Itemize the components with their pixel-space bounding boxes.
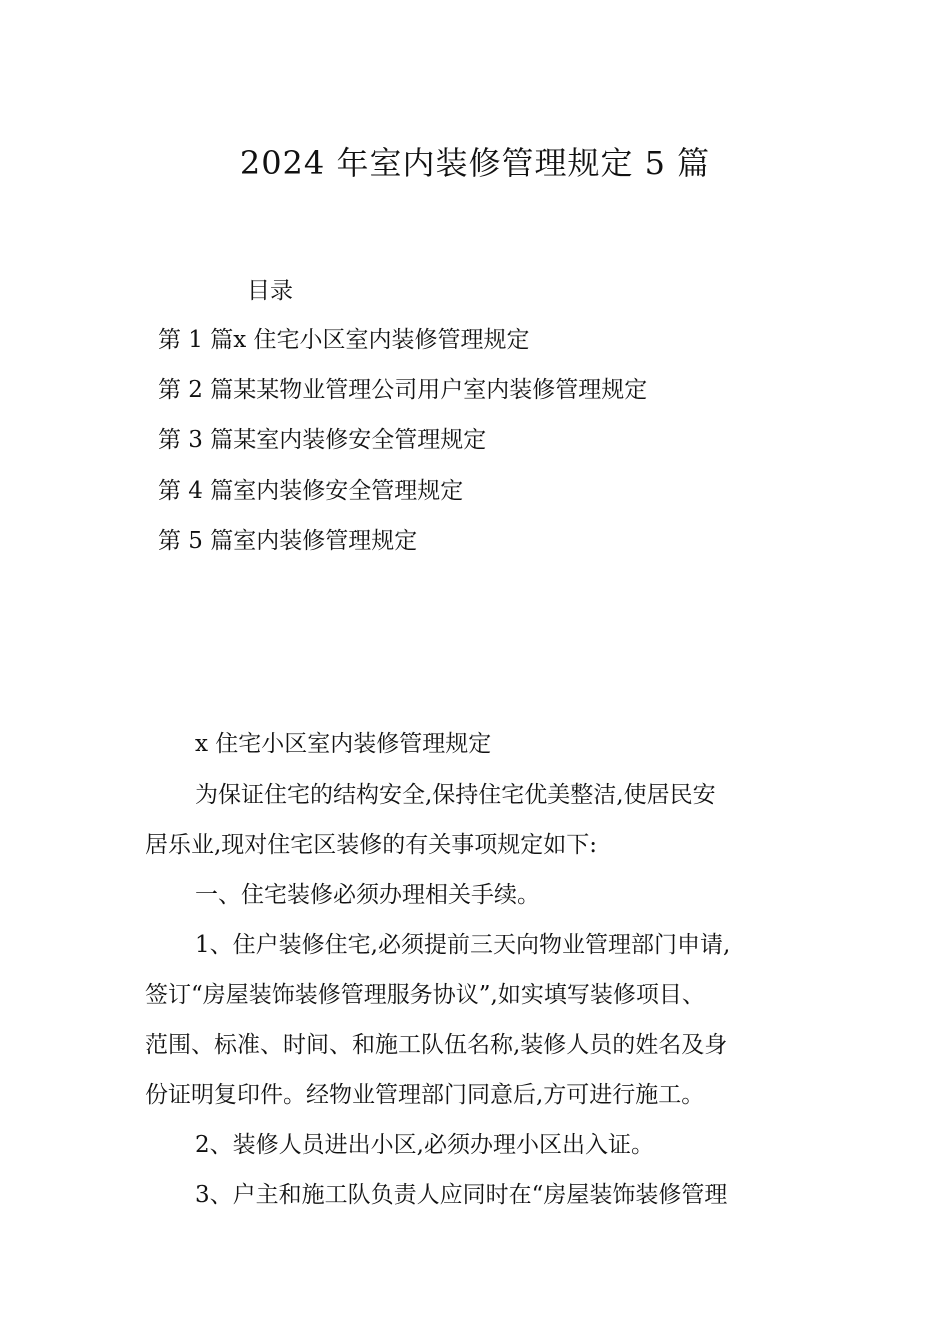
paragraph-line: 份证明复印件。经物业管理部门同意后,方可进行施工。 xyxy=(145,1082,705,1108)
toc-item-5: 第 5 篇室内装修管理规定 xyxy=(158,528,418,554)
paragraph-line: 居乐业,现对住宅区装修的有关事项规定如下: xyxy=(145,832,598,858)
toc-item-3: 第 3 篇某室内装修安全管理规定 xyxy=(158,427,487,453)
paragraph-line: 范围、标准、时间、和施工队伍名称,装修人员的姓名及身 xyxy=(145,1032,728,1058)
paragraph-line: 为保证住宅的结构安全,保持住宅优美整洁,使居民安 xyxy=(195,782,716,808)
toc-heading: 目录 xyxy=(247,278,293,304)
paragraph-line: 签订“房屋装饰装修管理服务协议”,如实填写装修项目、 xyxy=(145,982,705,1008)
toc-item-4: 第 4 篇室内装修安全管理规定 xyxy=(158,478,464,504)
toc-item-2: 第 2 篇某某物业管理公司用户室内装修管理规定 xyxy=(158,377,648,403)
paragraph-line: 一、住宅装修必须办理相关手续。 xyxy=(195,882,540,908)
section-title: x 住宅小区室内装修管理规定 xyxy=(195,731,492,757)
paragraph-line: 1、住户装修住宅,必须提前三天向物业管理部门申请, xyxy=(195,932,731,958)
paragraph-line: 3、户主和施工队负责人应同时在“房屋装饰装修管理 xyxy=(195,1182,728,1208)
paragraph-line: 2、装修人员进出小区,必须办理小区出入证。 xyxy=(195,1132,654,1158)
toc-item-1: 第 1 篇x 住宅小区室内装修管理规定 xyxy=(158,327,530,353)
document-title: 2024 年室内装修管理规定 5 篇 xyxy=(239,144,711,182)
